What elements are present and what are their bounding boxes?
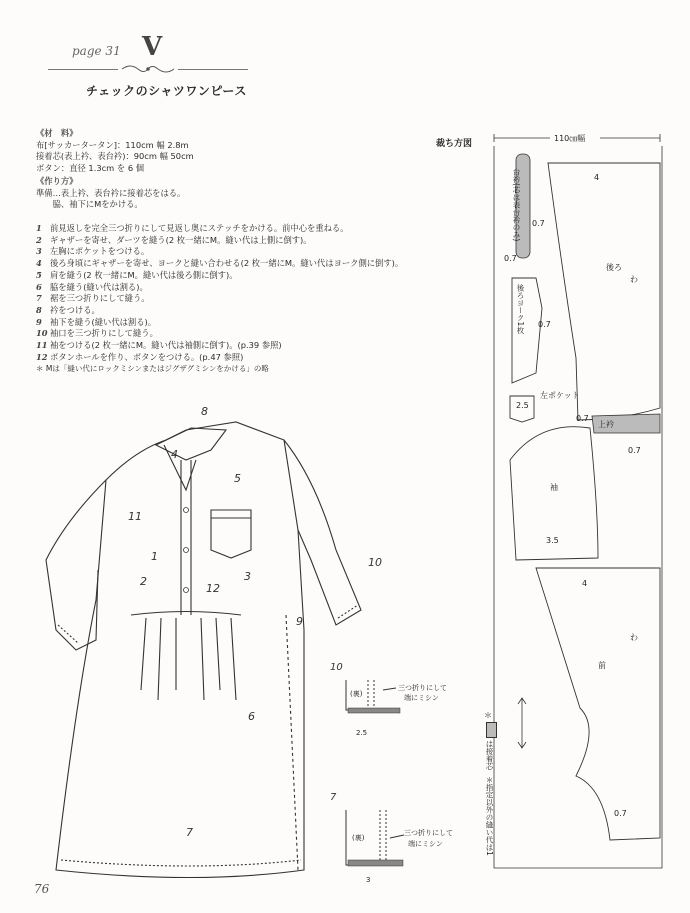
legend [484, 710, 497, 856]
svg-text:2.5: 2.5 [516, 401, 529, 410]
svg-text:0.7: 0.7 [532, 219, 545, 228]
step-item: 8 衿をつける。 [36, 304, 100, 315]
svg-text:0.7: 0.7 [504, 254, 517, 263]
step-item: 3 左胸にポケットをつける。 [36, 246, 150, 257]
svg-text:2.5: 2.5 [356, 729, 368, 737]
legend-interfacing: は接着芯 [485, 740, 494, 770]
procedure-section [36, 176, 185, 211]
step-item: 7 裾を三つ折りにして縫う。 [36, 293, 150, 304]
procedure-heading: 《作り方》 [36, 176, 78, 186]
callout-3: 3 [244, 570, 251, 583]
svg-text:上衿: 上衿 [598, 420, 614, 429]
callout-6: 6 [248, 710, 255, 723]
callout-8: 8 [201, 405, 208, 418]
callout-2: 2 [140, 575, 147, 588]
pattern-letter: V [142, 32, 163, 62]
steps-list [36, 223, 403, 375]
materials-heading: 《材 料》 [36, 128, 78, 138]
materials-line: 接着芯(表上衿、表台衿)：90cm 幅 50cm [36, 151, 194, 162]
svg-text:左ポケット: 左ポケット [540, 391, 580, 400]
svg-text:三つ折りにして: 三つ折りにして [404, 829, 453, 837]
materials-section [36, 128, 194, 175]
callout-9: 9 [296, 615, 303, 628]
svg-text:110㎝幅: 110㎝幅 [554, 134, 586, 143]
svg-text:0.7: 0.7 [628, 446, 641, 455]
svg-text:0.7: 0.7 [614, 809, 627, 818]
page-number: 76 [34, 882, 50, 896]
step-item: 1 前見返しを完全三つ折りにして見返し奥にステッチをかける。前中心を重ねる。 [36, 223, 349, 233]
callout-1: 1 [151, 550, 158, 563]
prep-line: 準備…表上衿、表台衿に接着芯をはる。 [36, 187, 186, 198]
page-title: チェックのシャツワンピース [86, 84, 247, 98]
step-item: 5 肩を縫う(2 枚一緒にM。縫い代は後ろ側に倒す)。 [36, 269, 238, 280]
svg-text:(裏): (裏) [352, 834, 365, 842]
callout-11: 11 [128, 510, 142, 523]
legend-seam-allowance: ＊指定以外の縫い代は1 [485, 776, 494, 856]
svg-text:3: 3 [366, 876, 371, 884]
step-item: 9 袖下を縫う(縫い代は割る)。 [36, 316, 157, 327]
detail-skirt-hem [328, 790, 468, 885]
callout-12: 12 [206, 582, 220, 595]
svg-text:後ろ: 後ろ [606, 263, 622, 272]
svg-text:端にミシン: 端にミシン [408, 840, 443, 848]
callout-5: 5 [234, 472, 241, 485]
detail-sleeve-hem [328, 660, 468, 740]
interfacing-swatch [486, 722, 497, 738]
step-item: 12 ボタンホールを作り、ボタンをつける。(p.47 参照) [36, 351, 244, 362]
step-item: 10 袖口を三つ折りにして縫う。 [36, 328, 158, 339]
callout-10: 10 [368, 556, 382, 569]
svg-text:3.5: 3.5 [546, 536, 559, 545]
svg-text:端にミシン: 端にミシン [404, 694, 439, 702]
legend-star: ＊ [484, 711, 492, 720]
label-ushiro-yoke: 後ろヨーク1枚 [516, 284, 525, 334]
cutting-title: 裁ち方図 [436, 139, 473, 149]
callout-4: 4 [171, 448, 178, 461]
svg-text:10: 10 [330, 662, 343, 673]
abbreviation-note: ＊ Mは「縫い代にロックミシンまたはジグザグミシンをかける」の略 [36, 364, 269, 374]
materials-line: 布[サッカータータン]：110cm 幅 2.8m [36, 139, 189, 150]
svg-text:わ: わ [630, 275, 638, 284]
svg-text:7: 7 [330, 792, 337, 803]
svg-text:4: 4 [594, 173, 600, 182]
cutting-layout [480, 128, 680, 908]
svg-text:(裏): (裏) [350, 690, 363, 698]
label-daieri: 台衿(芯は表台衿のみ) [512, 168, 521, 242]
materials-line: ボタン：直径 1.3cm を 6 個 [36, 163, 145, 174]
ornament-icon [118, 62, 178, 76]
page-reference: page 31 [72, 44, 121, 58]
callout-7: 7 [186, 826, 193, 839]
step-item: 11 袖をつける(2 枚一緒にM。縫い代は袖側に倒す)。(p.39 参照) [36, 340, 282, 351]
step-item: 6 脇を縫う(縫い代は割る)。 [36, 281, 148, 292]
prep-line: 脇、袖下にMをかける。 [36, 199, 143, 210]
svg-text:袖: 袖 [550, 483, 558, 492]
svg-text:0.7: 0.7 [576, 414, 589, 423]
svg-text:4: 4 [582, 579, 588, 588]
step-item: 4 後ろ身頃にギャザーを寄せ、ヨークと縫い合わせる(2 枚一緒にM。縫い代はヨーク側に倒す)。 [36, 258, 404, 269]
svg-text:三つ折りにして: 三つ折りにして [398, 684, 447, 692]
svg-text:わ: わ [630, 633, 638, 642]
svg-text:0.7: 0.7 [538, 320, 551, 329]
svg-text:前: 前 [598, 661, 606, 670]
step-item: 2 ギャザーを寄せ、ダーツを縫う(2 枚一緒にM。縫い代は上側に倒す)。 [36, 234, 312, 245]
